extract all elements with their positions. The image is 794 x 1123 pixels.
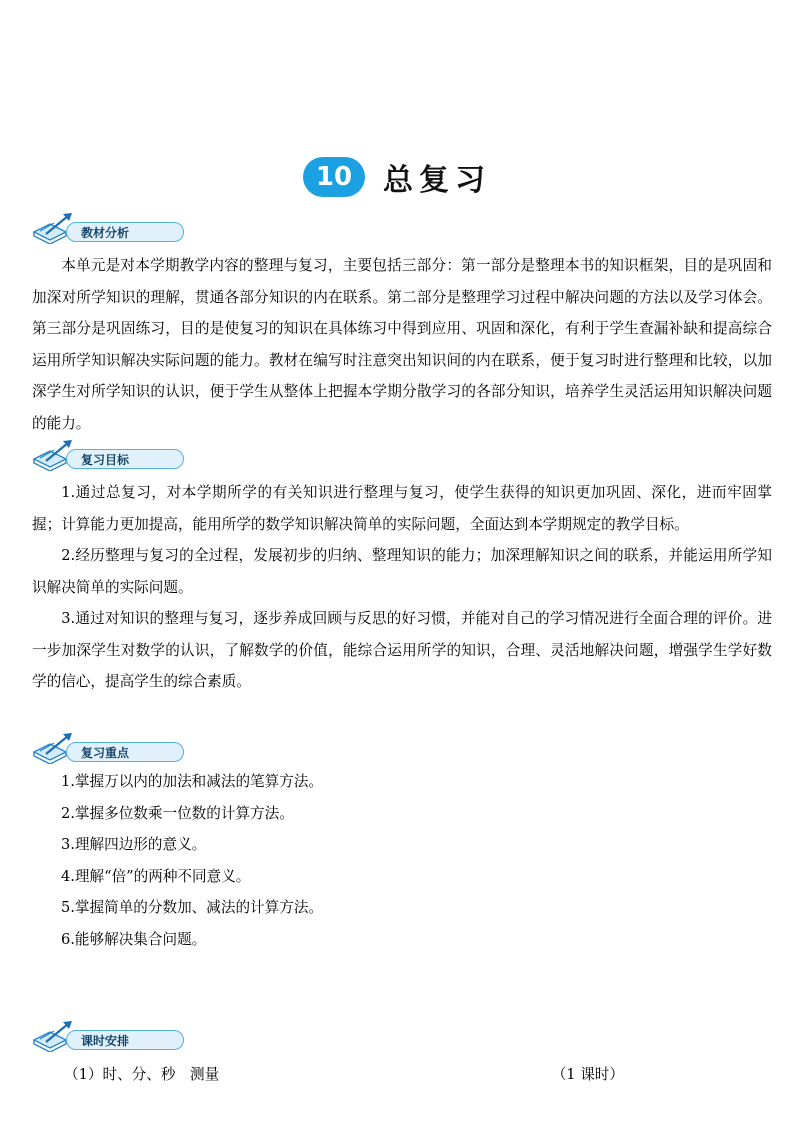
chapter-heading xyxy=(0,155,794,199)
section-label: 复习目标 xyxy=(66,449,184,469)
section-header-schedule xyxy=(32,1018,772,1052)
chapter-title: 总复习 xyxy=(383,163,491,198)
section-key-points xyxy=(32,730,772,955)
section-label: 课时安排 xyxy=(66,1030,184,1050)
section-goals xyxy=(32,437,772,698)
schedule-topic: （1）时、分、秒 测量 xyxy=(64,1066,220,1083)
section-header-analysis xyxy=(32,210,772,244)
goal-item: 3.通过对知识的整理与复习，逐步养成回顾与反思的好习惯，并能对自己的学习情况进行全面合理的评价。进一步加深学生对数学的认识，了解数学的价值，能综合运用所学的知识，合理、灵活地解决问题，增强学生学好数学的信心，提高学生的综合素质。 xyxy=(32,610,772,690)
section-label: 教材分析 xyxy=(66,222,184,242)
key-point-item: 2.掌握多位数乘一位数的计算方法。 xyxy=(61,804,294,822)
goal-item: 1.通过总复习，对本学期所学的有关知识进行整理与复习，使学生获得的知识更加巩固、深化，进而牢固掌握；计算能力更加提高，能用所学的数学知识解决简单的实际问题，全面达到本学期规定的教学目标。 xyxy=(32,484,772,533)
section-header-key-points xyxy=(32,730,772,764)
key-point-item: 3.理解四边形的意义。 xyxy=(61,836,207,853)
key-point-item: 1.掌握万以内的加法和减法的笔算方法。 xyxy=(61,773,324,790)
key-point-item: 6.能够解决集合问题。 xyxy=(61,930,207,948)
key-point-item: 5.掌握简单的分数加、减法的计算方法。 xyxy=(61,899,324,916)
section-header-goals xyxy=(32,437,772,471)
key-point-item: 4.理解“倍”的两种不同意义。 xyxy=(61,867,251,885)
section-analysis xyxy=(32,210,772,439)
key-points-list xyxy=(32,766,772,955)
schedule-hours: （1 课时） xyxy=(551,1066,624,1083)
chapter-number-badge: 10 xyxy=(303,157,365,197)
section-label: 复习重点 xyxy=(66,742,184,762)
goals-list xyxy=(32,477,772,698)
analysis-paragraph: 本单元是对本学期教学内容的整理与复习，主要包括三部分：第一部分是整理本书的知识框架，目的是巩固和加深对所学知识的理解，贯通各部分知识的内在联系。第二部分是整理学习过程中解决问题的方法以及学习体会。第三部分是巩固练习，目的是使复习的知识在具体练习中得到应用、巩固和深化，有利于学生查漏补缺和提高综合运用所学知识解决实际问题的能力。教材在编写时注意突出知识间的内在联系，便于复习时进行整理和比较，以加深学生对所学知识的认识，便于学生从整体上把握本学期分散学习的各部分知识，培养学生灵活运用知识解决问题的能力。 xyxy=(32,257,772,432)
schedule-row xyxy=(64,1060,624,1090)
section-schedule xyxy=(32,1018,772,1052)
goal-item: 2.经历整理与复习的全过程，发展初步的归纳、整理知识的能力；加深理解知识之间的联系，并能运用所学知识解决简单的实际问题。 xyxy=(32,547,772,596)
